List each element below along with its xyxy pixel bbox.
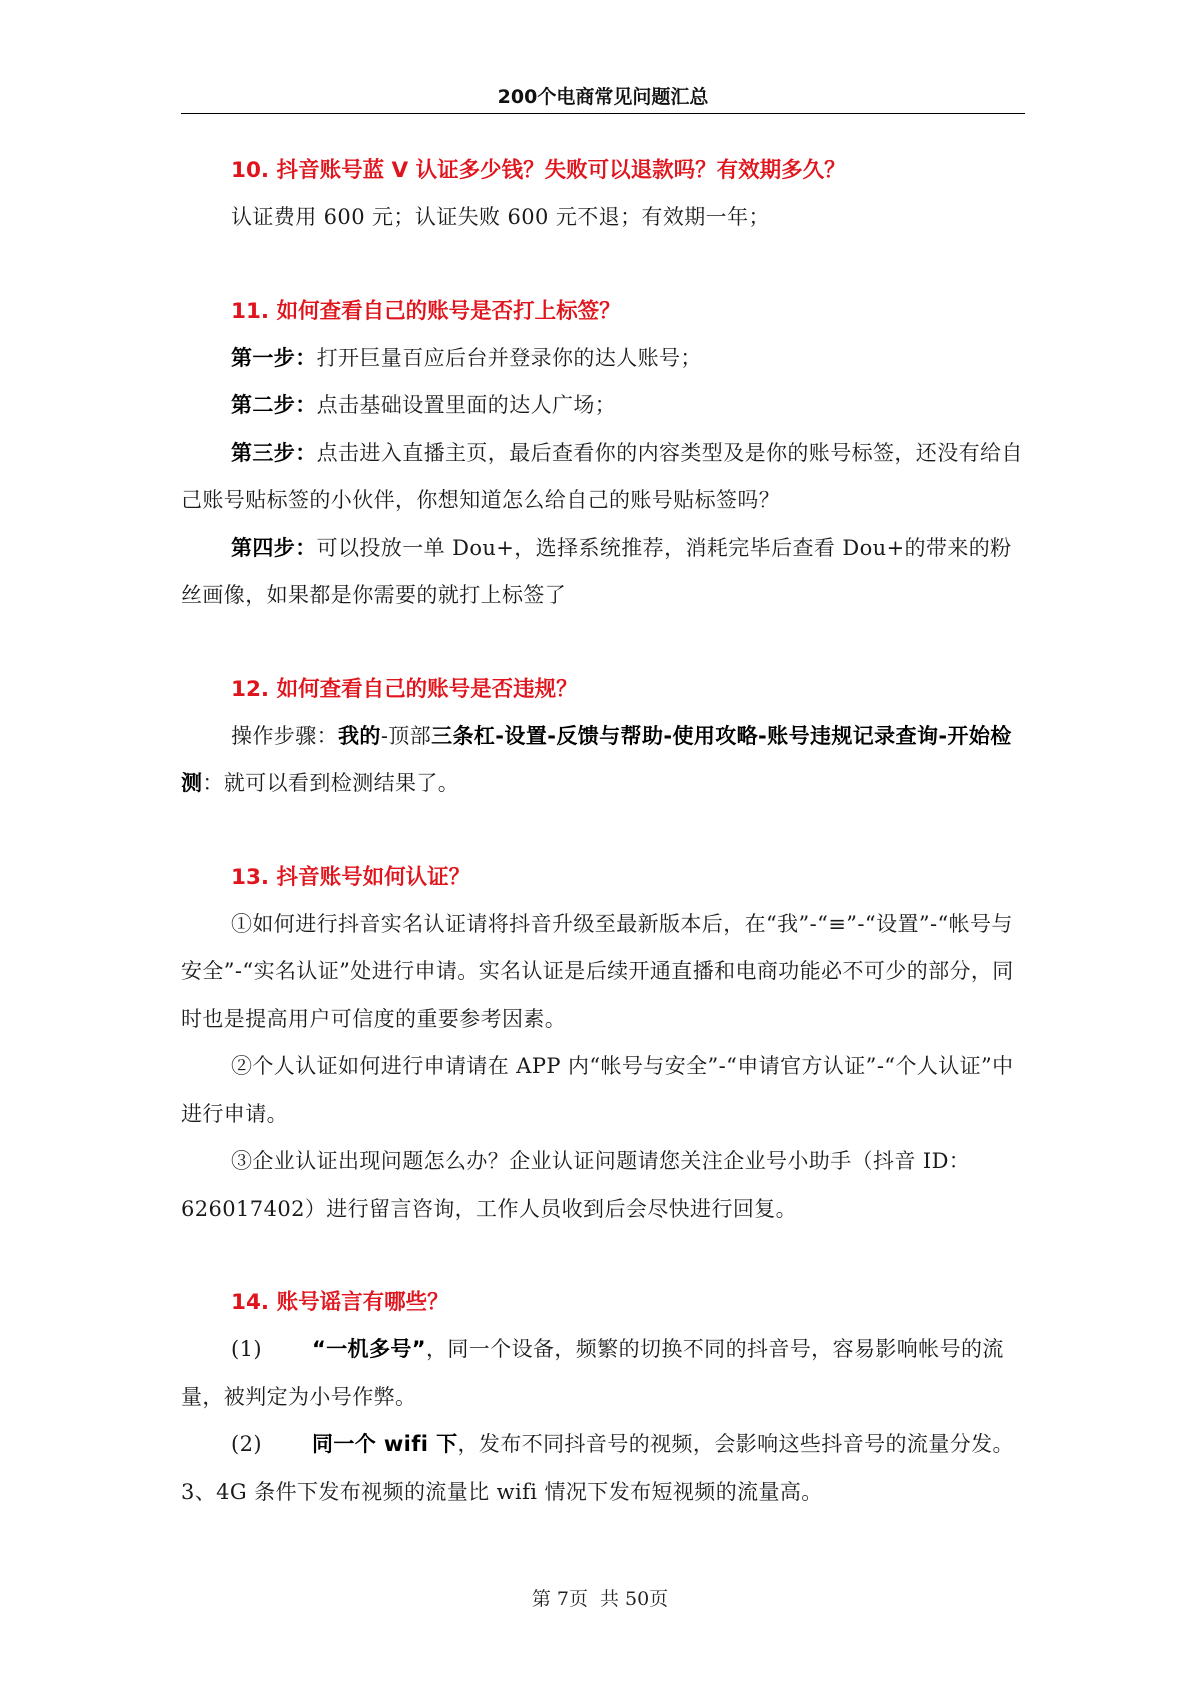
q12-answer — [181, 713, 1025, 808]
item-text: ，发布不同抖音号的视频，会影响这些抖音号的流量分发。3、4G 条件下发布视频的流量比 wifi 情况下发布短视频的流量高。 — [181, 1432, 1014, 1504]
q12-path-steps: 三条杠-设置-反馈与帮助-使用攻略-账号违规记录查询-开始检测 — [181, 723, 1012, 795]
item-bold-phrase: “一机多号” — [311, 1337, 426, 1361]
page-footer — [0, 1584, 1200, 1611]
q13-item-3: ③企业认证出现问题怎么办？企业认证问题请您关注企业号小助手（抖音 ID：626017402）进行留言咨询，工作人员收到后会尽快进行回复。 — [181, 1149, 971, 1221]
item-number: (1) — [231, 1337, 262, 1361]
step-label: 第一步： — [231, 345, 317, 370]
q11-step-1 — [181, 335, 1025, 383]
q14-item-1 — [181, 1326, 1025, 1421]
item-text: ，同一个设备，频繁的切换不同的抖音号，容易影响帐号的流量，被判定为小号作弊。 — [181, 1337, 1004, 1409]
step-label: 第三步： — [231, 440, 317, 465]
q11-step-2 — [181, 382, 1025, 430]
q11-step-3 — [181, 430, 1025, 525]
document-header-title: 200个电商常见问题汇总 — [497, 86, 709, 108]
step-text: 点击进入直播主页，最后查看你的内容类型及是你的账号标签，还没有给自己账号贴标签的小伙伴，你想知道怎么给自己的账号贴标签吗？ — [181, 440, 1023, 512]
item-number: (2) — [231, 1432, 262, 1456]
question-11-title: 11. 如何查看自己的账号是否打上标签？ — [231, 298, 621, 324]
document-body — [181, 148, 1025, 1516]
q12-path-top: -顶部 — [380, 723, 432, 748]
step-text: 可以投放一单 Dou+，选择系统推荐，消耗完毕后查看 Dou+的带来的粉丝画像，如果都是你需要的就打上标签了 — [181, 535, 1012, 607]
header-divider — [181, 113, 1025, 114]
q12-result: ：就可以看到检测结果了。 — [202, 771, 460, 795]
question-12-title: 12. 如何查看自己的账号是否违规？ — [231, 676, 578, 702]
question-10-answer: 认证费用 600 元；认证失败 600 元不退；有效期一年； — [231, 205, 770, 229]
q12-intro: 操作步骤： — [231, 723, 338, 748]
step-text: 点击基础设置里面的达人广场； — [316, 393, 617, 417]
q13-item-1: ①如何进行抖音实名认证请将抖音升级至最新版本后，在“我”-“≡”-“设置”-“帐号与安全”-“实名认证”处进行申请。实名认证是后续开通直播和电商功能必不可少的部分，同时也是提高用户可信度的重要参考因素。 — [181, 911, 1014, 1031]
question-10-title: 10. 抖音账号蓝 V 认证多少钱？失败可以退款吗？有效期多久？ — [231, 158, 846, 183]
q13-item-2: ②个人认证如何进行申请请在 APP 内“帐号与安全”-“申请官方认证”-“个人认证”中进行申请。 — [181, 1054, 1014, 1126]
page-total: 共 50页 — [599, 1588, 669, 1610]
question-13-title: 13. 抖音账号如何认证？ — [231, 864, 471, 890]
step-text: 打开巨量百应后台并登录你的达人账号； — [316, 345, 702, 370]
q14-item-2 — [181, 1421, 1025, 1516]
page-number: 第 7页 — [531, 1588, 588, 1610]
step-label: 第四步： — [231, 535, 317, 560]
q12-path-me: 我的 — [338, 723, 381, 748]
step-label: 第二步： — [231, 393, 317, 417]
q11-step-4 — [181, 525, 1025, 620]
item-bold-phrase: 同一个 wifi 下 — [311, 1432, 458, 1456]
question-14-title: 14. 账号谣言有哪些？ — [231, 1290, 449, 1315]
